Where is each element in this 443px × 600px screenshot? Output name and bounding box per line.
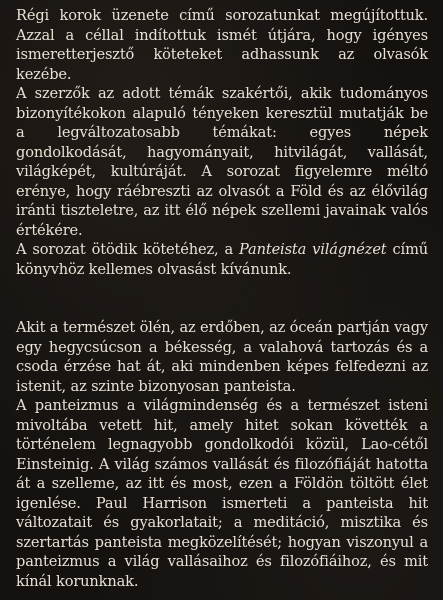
intro-paragraph-1: Régi korok üzenete című sorozatunkat megújítottuk. Azzal a céllal indítottuk ismét útjára, hogy igényes ismeretterjesztő köteteket adhassunk az olvasók kezébe. [16, 7, 428, 83]
intro-paragraph-3-tail: című könyvhöz kellemes olvasást kívánunk. [16, 241, 429, 278]
intro-paragraph-2: A szerzők az adott témák szakértői, akik tudományos bizonyítékokon alapuló tényeken keresztül mutatják be a legváltozatosabb témákat: egyes népek gondolkodását, hagyományait, hitvilágát, vallását, világképét, kultúráját. A sorozat figyelemre méltó erénye, hogy ráébreszti az olvasót a Föld és az élővilág iránti tiszteletre, az itt élő népek szellemi javainak valós értékére. [16, 85, 428, 239]
intro-paragraph-3-lead: A sorozat ötödik kötetéhez, a [16, 241, 240, 258]
book-title: Panteista világnézet [239, 241, 387, 258]
blurb-paragraph-1: Akit a természet ölén, az erdőben, az óceán partján vagy egy hegycsúcson a békesség, a valahová tartozás és a csoda érzése hat át, aki mindenben képes felfedezni az istenit, az szinte bizonyosan panteista. [16, 319, 428, 395]
book-blurb [16, 318, 428, 591]
series-intro [16, 6, 428, 279]
intro-paragraph-3 [16, 240, 428, 279]
blurb-paragraph-2: A panteizmus a világmindenség és a természet isteni mivoltába vetett hit, amely hitet sokan követték a történelem legnagyobb gondolkodói közül, Lao-cétől Einsteinig. A világ számos vallását és filozófiáját hatotta át a szelleme, az itt és most, ezen a Földön töltött élet igenlése. Paul Harrison ismerteti a panteista hit változatait és gyakorlatait; a meditáció, misztika és szertartás panteista megközelítését; hogyan viszonyul a panteizmus a világ vallásaihoz és filozófiáihoz, és mit kínál korunknak. [16, 397, 428, 590]
